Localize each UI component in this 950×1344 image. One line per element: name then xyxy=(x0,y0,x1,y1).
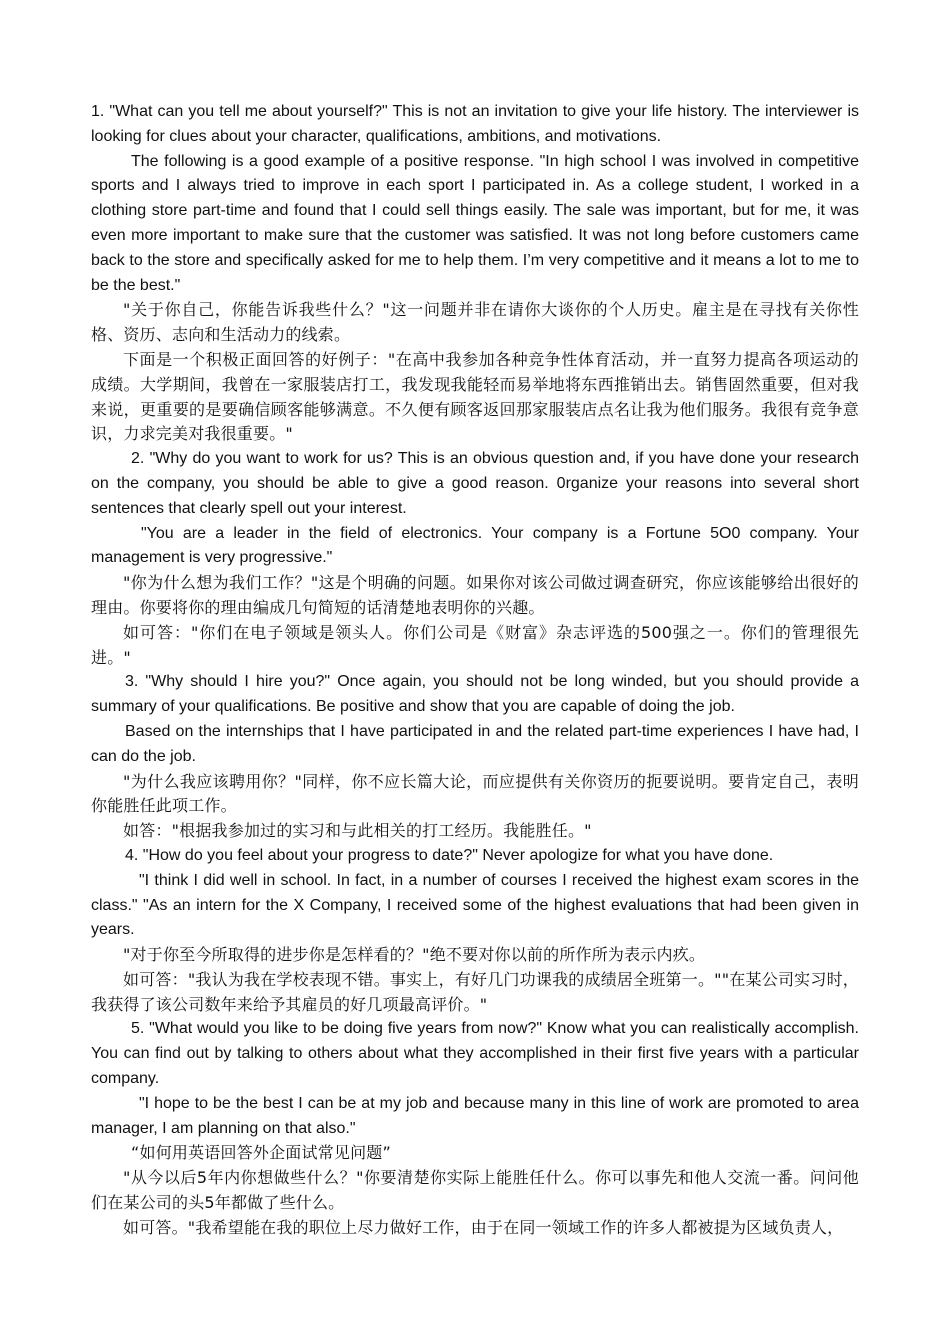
paragraph-q2-zh: "你为什么想为我们工作？"这是个明确的问题。如果你对该公司做过调查研究，你应该能够给出很好的理由。你要将你的理由编成几句简短的话清楚地表明你的兴趣。 xyxy=(91,573,859,617)
paragraph-q5-zh: "从今以后5年内你想做些什么？"你要清楚你实际上能胜任什么。你可以事先和他人交流一番。问问他们在某公司的头5年都做了些什么。 xyxy=(91,1168,859,1213)
paragraph-q4-example-zh: 如可答："我认为我在学校表现不错。事实上，有好几门功课我的成绩居全班第一。""在某公司实习时，我获得了该公司数年来给予其雇员的好几项最高评价。" xyxy=(91,969,859,1014)
paragraph-q1-zh: "关于你自己，你能告诉我些什么？"这一问题并非在请你大谈你的个人历史。雇主是在寻找有关你性格、资历、志向和生活动力的线索。 xyxy=(91,300,859,345)
paragraph-q5-en: 5. "What would you like to be doing five years from now?" Know what you can realistically accomplish. You can find out by talking to others about what they accomplished in their first five years with a particular company. xyxy=(91,1020,859,1088)
paragraph-q3-zh: "为什么我应该聘用你？"同样，你不应长篇大论，而应提供有关你资历的扼要说明。要肯定自己，表明你能胜任此项工作。 xyxy=(91,771,859,816)
paragraph-q2-example-en: "You are a leader in the field of electronics. Your company is a Fortune 5O0 company. Your management is very progressive." xyxy=(91,524,859,567)
paragraph-inline-title: “如何用英语回答外企面试常见问题” xyxy=(131,1143,391,1163)
paragraph-q2-example-zh: 如可答："你们在电子领域是领头人。你们公司是《财富》杂志评选的500强之一。你们的管理很先进。" xyxy=(91,622,859,667)
paragraph-q4-zh: "对于你至今所取得的进步你是怎样看的？"绝不要对你以前的所作所为表示内疚。 xyxy=(123,945,706,965)
paragraph-q3-example-en: Based on the internships that I have participated in and the related part-time experiences I have had, I can do the job. xyxy=(91,722,859,765)
paragraph-q2-en: 2. "Why do you want to work for us? This is an obvious question and, if you have done your research on the company, you should be able to give a good reason. 0rganize your reasons into several short sentences that clearly spell out your interest. xyxy=(91,450,859,517)
paragraph-q4-example-en: "I think I did well in school. In fact, in a number of courses I received the highest exam scores in the class." "As an intern for the X Company, I received some of the highest evaluations that had been given in years. xyxy=(91,871,859,939)
paragraph-q3-en: 3. "Why should I hire you?" Once again, you should not be long winded, but you should provide a summary of your qualifications. Be positive and show that you are capable of doing the job. xyxy=(91,673,859,716)
paragraph-q3-example-zh: 如答："根据我参加过的实习和与此相关的打工经历。我能胜任。" xyxy=(123,821,592,841)
paragraph-q5-example-zh: 如可答。"我希望能在我的职位上尽力做好工作，由于在同一领域工作的许多人都被提为区域负责人， xyxy=(123,1217,844,1237)
paragraph-q5-example-en: "I hope to be the best I can be at my job and because many in this line of work are promoted to area manager, I am planning on that also." xyxy=(91,1094,859,1137)
paragraph-q1-example-zh: 下面是一个积极正面回答的好例子："在高中我参加各种竞争性体育活动，并一直努力提高各项运动的成绩。大学期间，我曾在一家服装店打工，我发现我能轻而易举地将东西推销出去。销售固然重要，但对我来说，更重要的是要确信顾客能够满意。不久便有顾客返回那家服装店点名让我为他们服务。我很有竞争意识，力求完美对我很重要。" xyxy=(91,349,859,444)
document-page xyxy=(91,100,859,1241)
paragraph-q4-en: 4. "How do you feel about your progress to date?" Never apologize for what you have done. xyxy=(125,846,774,864)
paragraph-q1-example-en: The following is a good example of a positive response. "In high school I was involved in competitive sports and I always tried to improve in each sport I participated in. As a college student, I worked in a clothing store part-time and found that I could sell things easily. The sale was important, but for me, it was even more important to make sure that the customer was satisfied. It was not long before customers came back to the store and specifically asked for me to help them. I’m very competitive and it means a lot to me to be the best." xyxy=(91,152,859,294)
paragraph-q1-en: 1. "What can you tell me about yourself?" This is not an invitation to give your life history. The interviewer is looking for clues about your character, qualifications, ambitions, and motivations. xyxy=(91,103,859,145)
